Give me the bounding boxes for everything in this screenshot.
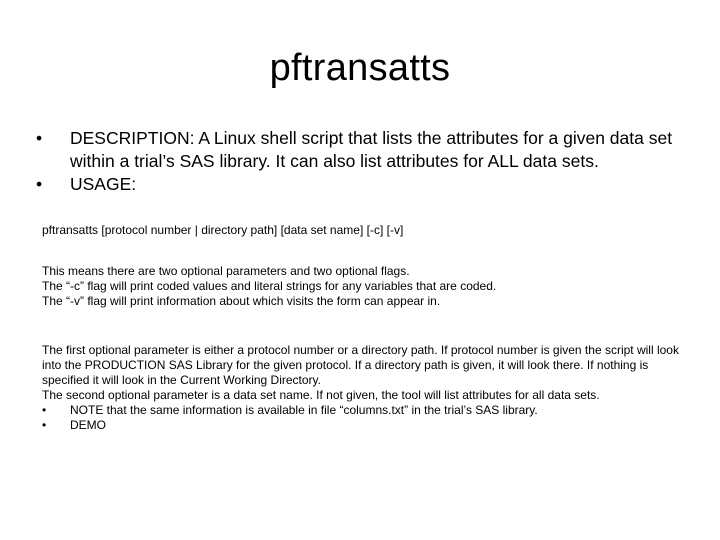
main-bullet-list [36,127,686,196]
usage-notes [42,264,682,309]
explanation-paragraph: The first optional parameter is either a protocol number or a directory path. If protocol number is given the script will look into the PRODUCTION SAS Library for the given protocol. If a directory path is given, it will look there. If nothing is specified it will look in the Current Working Directory. [42,343,679,387]
usage-note: The “-c” flag will print coded values and literal strings for any variables that are coded. [42,279,497,293]
bullet-marker: • [42,403,47,417]
bullet-marker: • [36,174,43,194]
parameter-explanation [42,343,682,433]
usage-note: The “-v” flag will print information about which visits the form can appear in. [42,294,441,308]
bullet-description [36,127,686,173]
bullet-description-text: DESCRIPTION: A Linux shell script that lists the attributes for a given data set within a trial’s SAS library. It can also list attributes for ALL data sets. [70,128,673,171]
usage-syntax-text: pftransatts [protocol number | directory path] [data set name] [-c] [-v] [42,223,404,237]
sub-bullet-demo [42,418,682,433]
sub-bullet-demo-text: DEMO [70,418,106,432]
usage-note: This means there are two optional parameters and two optional flags. [42,264,410,278]
explanation-paragraph: The second optional parameter is a data set name. If not given, the tool will list attributes for all data sets. [42,388,600,402]
sub-bullet-note-text: NOTE that the same information is available in file “columns.txt” in the trial’s SAS library. [70,403,538,417]
bullet-usage-text: USAGE: [70,174,137,194]
bullet-marker: • [42,418,47,432]
slide-title: pftransatts [269,47,451,89]
bullet-usage [36,173,686,196]
usage-syntax [42,223,682,238]
bullet-marker: • [36,128,43,148]
sub-bullet-note [42,403,682,418]
